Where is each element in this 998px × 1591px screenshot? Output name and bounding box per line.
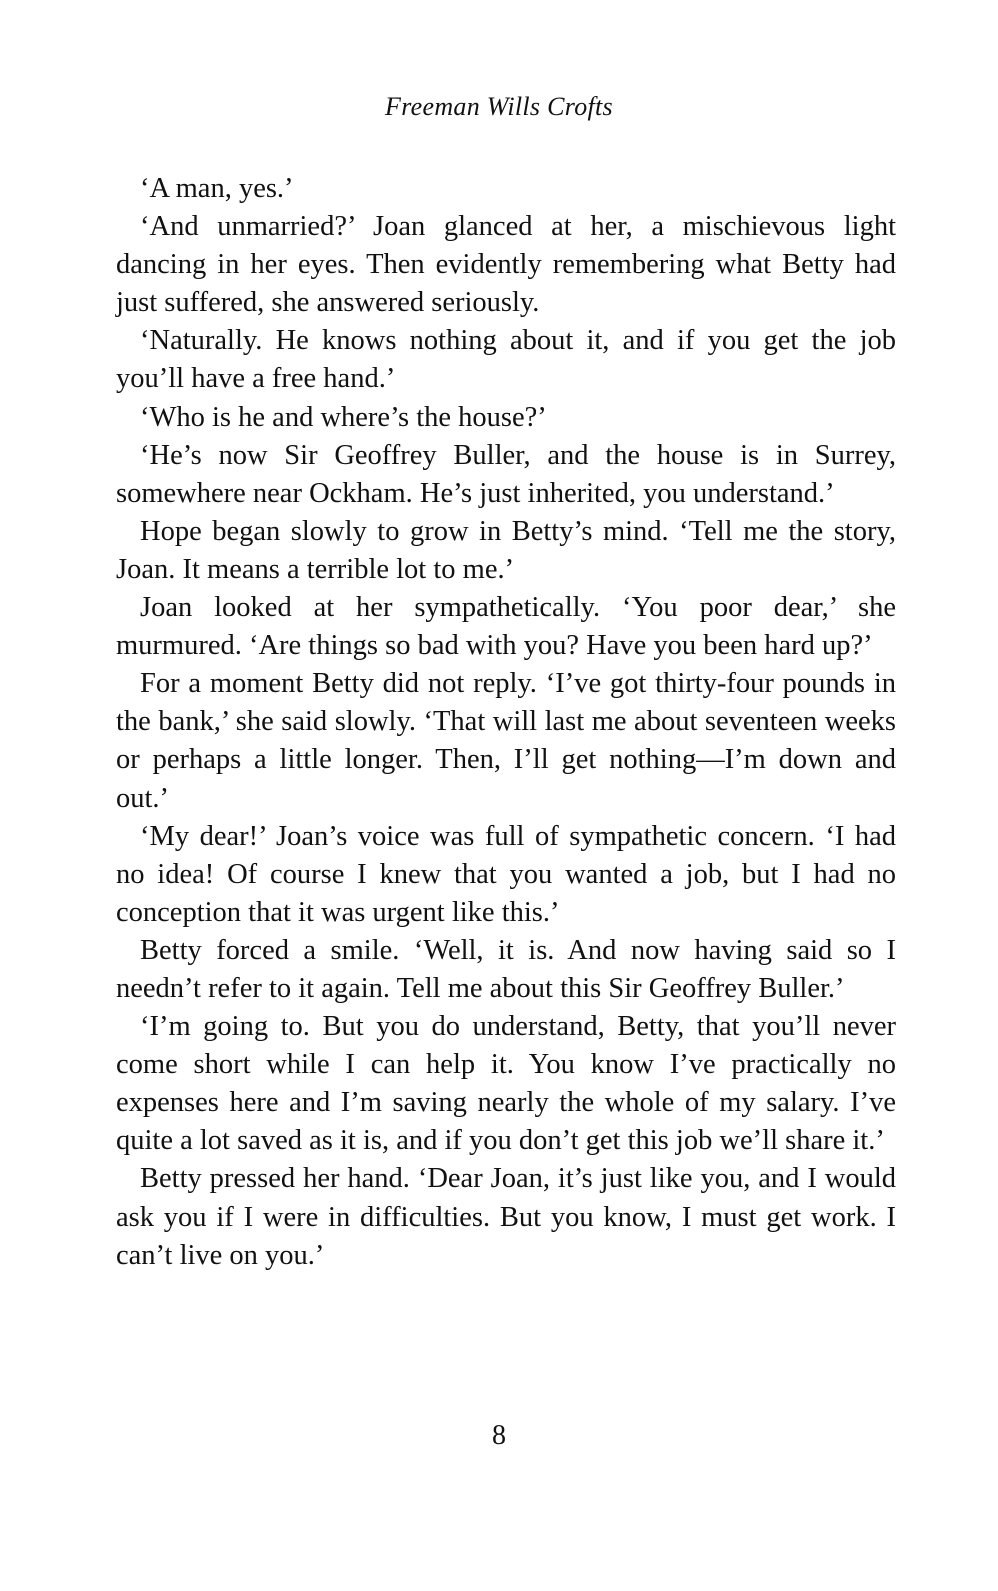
paragraph: Betty pressed her hand. ‘Dear Joan, it’s just like you, and I would ask you if I were in difficulties. But you know, I must get work. I can’t live on you.’ — [116, 1163, 896, 1271]
paragraph: ‘I’m going to. But you do understand, Betty, that you’ll never come short while I can help it. You know I’ve practically no expenses here and I’m saving nearly the whole of my salary. I’ve quite a lot saved as it is, and if you don’t get this job we’ll share it.’ — [116, 1011, 896, 1157]
paragraph: For a moment Betty did not reply. ‘I’ve got thirty-four pounds in the bank,’ she said slowly. ‘That will last me about seventeen weeks or perhaps a little longer. Then, I’ll get nothing—I’m down and out.’ — [116, 668, 896, 814]
running-head-author: Freeman Wills Crofts — [385, 92, 613, 121]
body-text — [116, 170, 896, 1275]
page-number: 8 — [492, 1420, 506, 1451]
paragraph: Hope began slowly to grow in Betty’s mind. ‘Tell me the story, Joan. It means a terrible lot to me.’ — [116, 515, 896, 585]
paragraph: ‘Who is he and where’s the house?’ — [140, 401, 547, 433]
paragraph: ‘A man, yes.’ — [140, 173, 294, 204]
paragraph: ‘And unmarried?’ Joan glanced at her, a mischievous light dancing in her eyes. Then evidently remembering what Betty had just suffered, she answered seriously. — [116, 211, 896, 319]
paragraph: ‘He’s now Sir Geoffrey Buller, and the house is in Surrey, somewhere near Ockham. He’s just inherited, you understand.’ — [116, 439, 896, 509]
paragraph: ‘My dear!’ Joan’s voice was full of sympathetic concern. ‘I had no idea! Of course I knew that you wanted a job, but I had no conception that it was urgent like this.’ — [116, 820, 896, 928]
paragraph: ‘Naturally. He knows nothing about it, and if you get the job you’ll have a free hand.’ — [116, 325, 896, 395]
paragraph: Joan looked at her sympathetically. ‘You poor dear,’ she murmured. ‘Are things so bad with you? Have you been hard up?’ — [116, 592, 896, 662]
paragraph: Betty forced a smile. ‘Well, it is. And now having said so I needn’t refer to it again. Tell me about this Sir Geoffrey Buller.’ — [116, 934, 896, 1004]
